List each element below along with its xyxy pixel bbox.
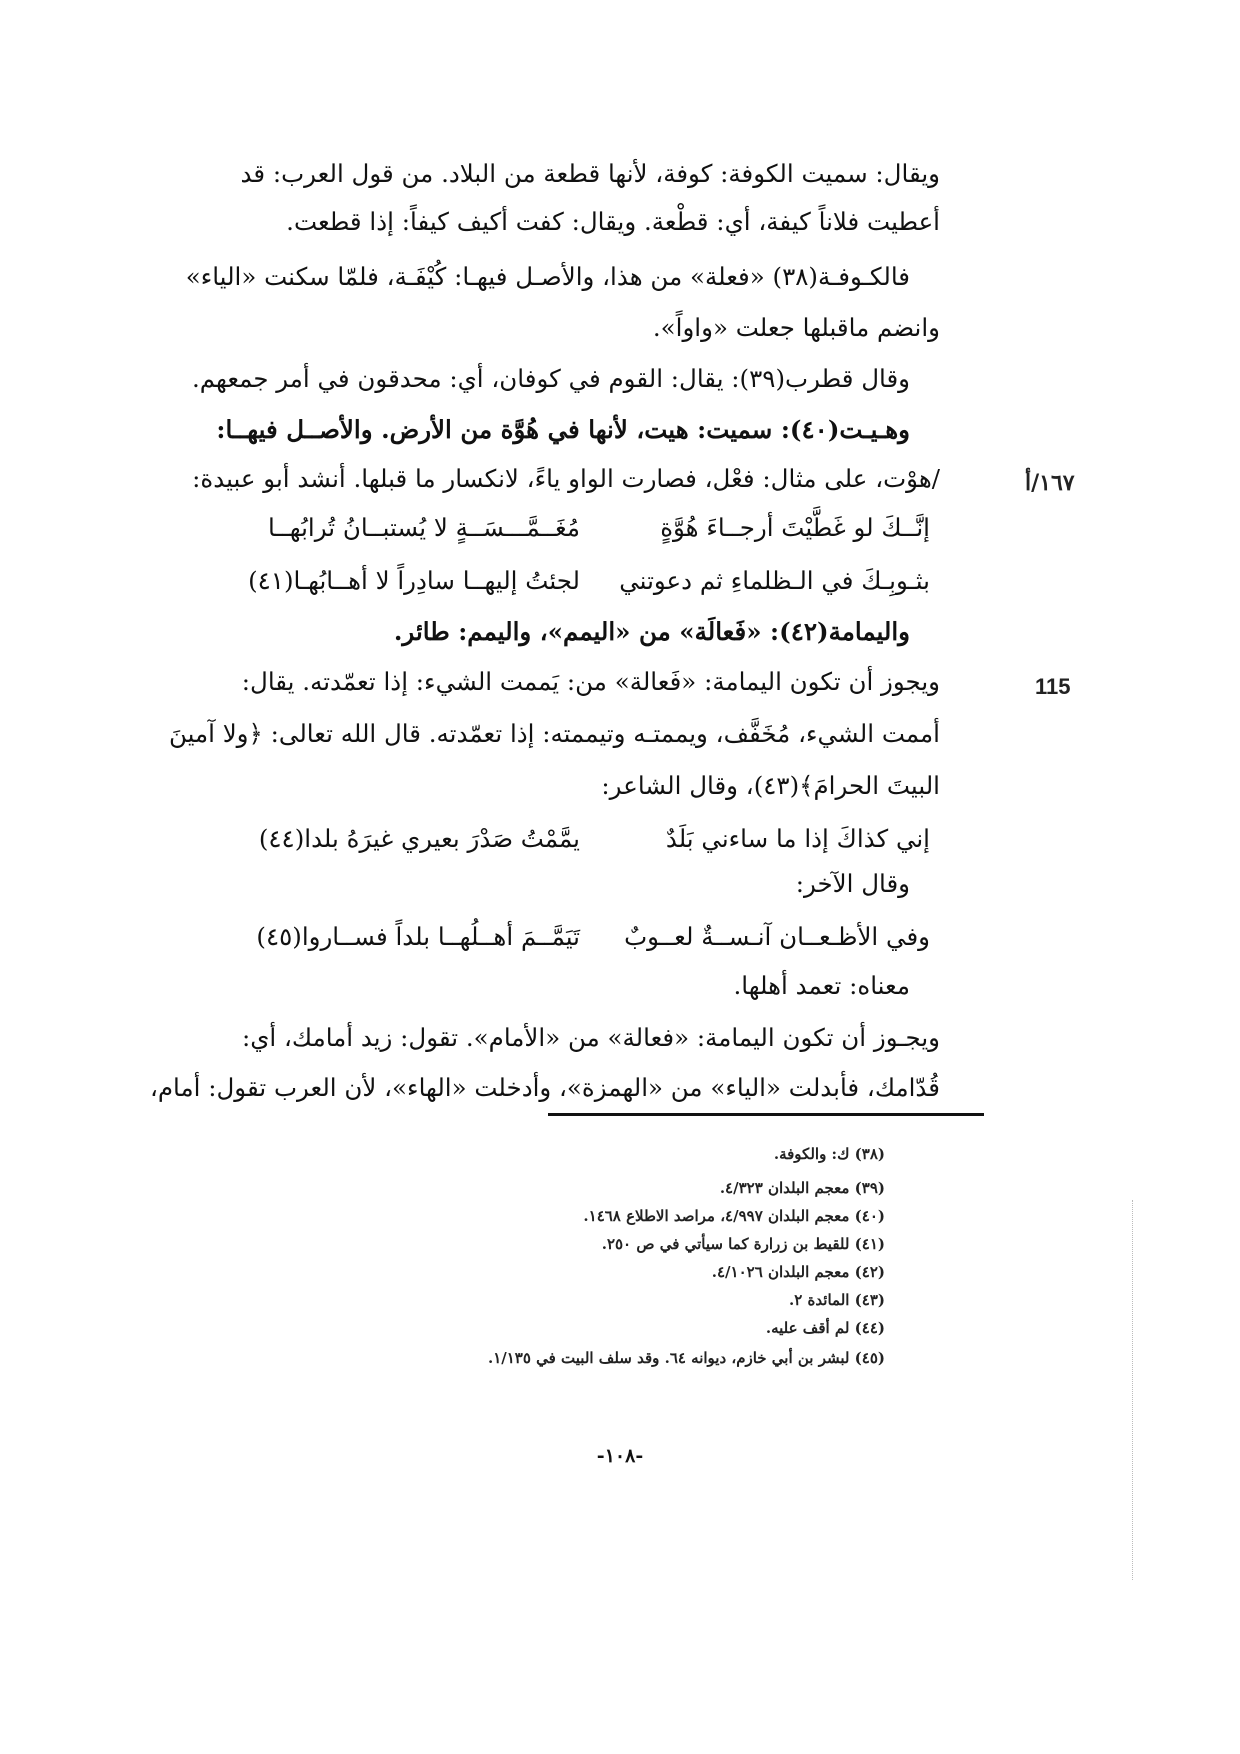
verse-hemistich-right: وفي الأظـعــان آنـســةٌ لعــوبٌ bbox=[624, 922, 930, 951]
page-number: -١٠٨- bbox=[596, 1445, 644, 1467]
verse-hemistich-right: إني كذاكَ إذا ما ساءني بَلَدٌ bbox=[665, 824, 930, 853]
text-line: وقال قطرب(٣٩): يقال: القوم في كوفان، أي: محدقون في أمر جمعهم. bbox=[191, 364, 910, 393]
text-line: وهـيـت(٤٠): سميت: هيت، لأنها في هُوَّة من الأرض. والأصــل فيهــا: bbox=[216, 415, 910, 444]
text-line: وانضم ماقبلها جعلت «واواً». bbox=[652, 313, 940, 342]
verse-hemistich-left: يمَّمْتُ صَدْرَ بعيري غيرَهُ بلدا(٤٤) bbox=[258, 824, 580, 853]
text-line: /هوْت، على مثال: فعْل، فصارت الواو ياءً، لانكسار ما قبلها. أنشد أبو عبيدة: bbox=[192, 464, 940, 493]
footnote-separator bbox=[548, 1113, 984, 1116]
folio-marker: ١٦٧/أ bbox=[1025, 470, 1075, 496]
footnote: (٣٩) معجم البلدان ٤/٣٢٣. bbox=[719, 1179, 885, 1197]
scan-edge-mark bbox=[1132, 1200, 1133, 1580]
text-line: ويجـوز أن تكون اليمامة: «فعالة» من «الأمام». تقول: زيد أمامك، أي: bbox=[241, 1023, 940, 1052]
text-line: وقال الآخر: bbox=[795, 869, 910, 898]
footnote: (٤٥) لبشر بن أبي خازم، ديوانه ٦٤. وقد سلف البيت في ١/١٣٥. bbox=[487, 1349, 885, 1367]
verse-hemistich-left: لجئتُ إليهــا سادِراً لا أهــابُهـا(٤١) bbox=[248, 566, 580, 595]
reference-number: 115 bbox=[1035, 674, 1071, 699]
verse-hemistich-right: إنَّــكَ لو غَطَّيْتَ أرجــاءَ هُوَّةٍ bbox=[660, 513, 930, 542]
text-line: البيتَ الحرامَ﴾(٤٣)، وقال الشاعر: bbox=[601, 771, 940, 800]
text-line: ويجوز أن تكون اليمامة: «فَعالة» من: يَممت الشيء: إذا تعمّدته. يقال: bbox=[241, 667, 940, 696]
footnote: (٤٠) معجم البلدان ٤/٩٩٧، مراصد الاطلاع ١٤٦٨. bbox=[583, 1207, 885, 1225]
text-line: قُدّامك، فأبدلت «الياء» من «الهمزة»، وأدخلت «الهاء»، لأن العرب تقول: أمام، bbox=[149, 1073, 940, 1102]
text-line: واليمامة(٤٢): «فَعالَة» من «اليمم»، واليمم: طائر. bbox=[393, 617, 910, 646]
verse-hemistich-left: تَيَمَّــمَ أهــلُهــا بلداً فســاروا(٤٥) bbox=[256, 922, 580, 951]
text-line: ويقال: سميت الكوفة: كوفة، لأنها قطعة من البلاد. من قول العرب: قد bbox=[240, 159, 940, 188]
text-line: أممت الشيء، مُخَفَّف، ويممتـه وتيممته: إذا تعمّدته. قال الله تعالى: ﴿ولا آمينَ bbox=[168, 719, 940, 748]
verse-hemistich-left: مُغَــمَّـــسَــةٍ لا يُستبــانُ تُرابُهــا bbox=[267, 513, 580, 542]
footnote: (٤١) للقيط بن زرارة كما سيأتي في ص ٢٥٠. bbox=[601, 1235, 885, 1253]
footnote: (٤٤) لم أقف عليه. bbox=[765, 1319, 885, 1337]
text-line: أعطيت فلاناً كيفة، أي: قطْعة. ويقال: كفت أكيف كيفاً: إذا قطعت. bbox=[286, 207, 940, 236]
text-line: معناه: تعمد أهلها. bbox=[733, 971, 910, 1000]
footnote: (٤٢) معجم البلدان ٤/١٠٢٦. bbox=[711, 1263, 885, 1281]
text-line: فالكـوفـة(٣٨) «فعلة» من هذا، والأصـل فيهـا: كُيْفَـة، فلمّا سكنت «الياء» bbox=[185, 262, 910, 291]
footnote: (٤٣) المائدة ٢. bbox=[789, 1291, 885, 1309]
footnote: (٣٨) ك: والكوفة. bbox=[773, 1145, 885, 1163]
verse-hemistich-right: بثـوبِـكَ في الـظلماءِ ثم دعوتني bbox=[619, 566, 930, 595]
